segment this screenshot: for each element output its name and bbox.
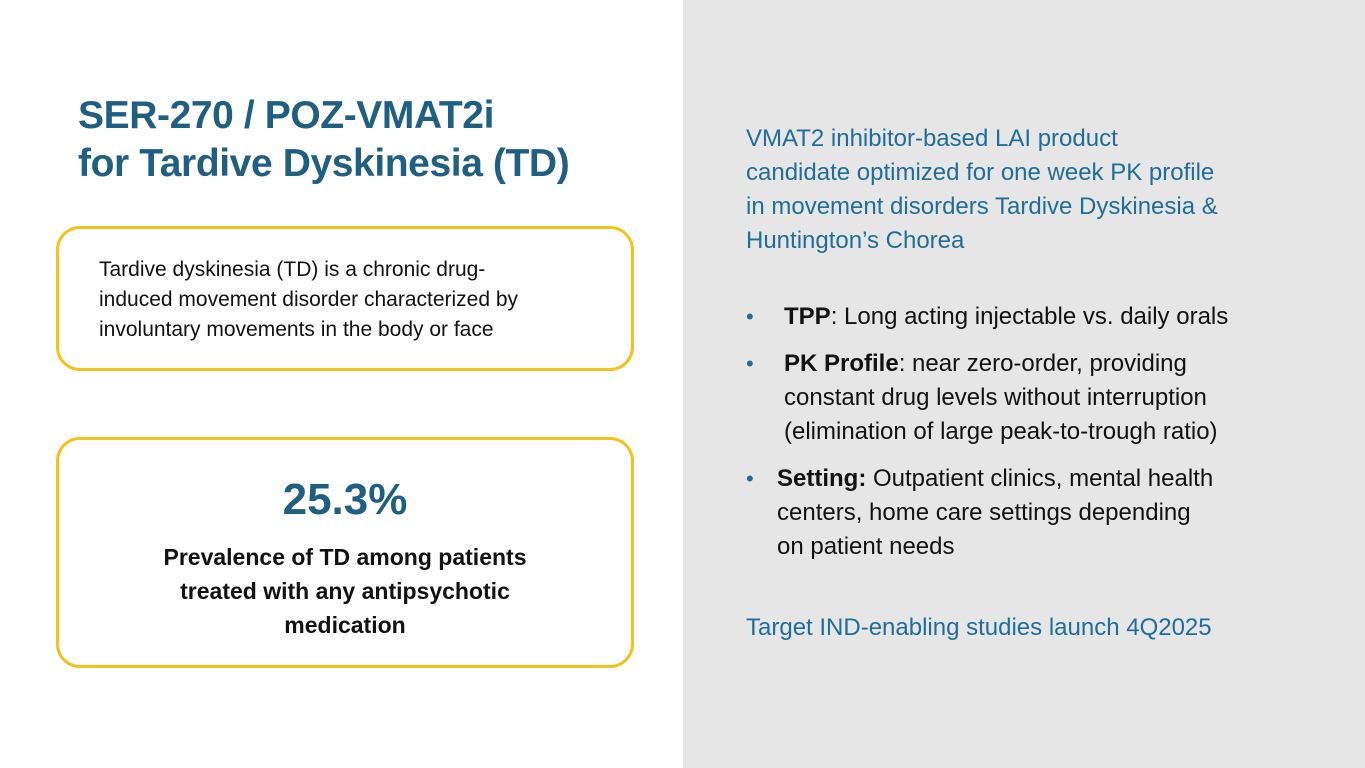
prevalence-label-line-2: treated with any antipsychotic xyxy=(180,578,510,604)
definition-line-2: induced movement disorder characterized by xyxy=(99,288,519,311)
product-description-line-1: VMAT2 inhibitor-based LAI product xyxy=(746,125,1118,152)
bullet-description: : Long acting injectable vs. daily orals xyxy=(830,303,1229,330)
bullet-line: (elimination of large peak-to-trough ratio) xyxy=(784,418,1218,445)
bullet-text xyxy=(746,300,1346,334)
bullet-marker: • xyxy=(746,304,754,329)
bullet-line: on patient needs xyxy=(777,533,955,560)
bullet-marker: • xyxy=(746,466,754,491)
bullet-description: : near zero-order, providing xyxy=(898,350,1187,377)
bullet-text xyxy=(746,462,1346,564)
bullet-line xyxy=(777,462,1346,496)
prevalence-label-line-3: medication xyxy=(284,612,406,638)
bullet-term: PK Profile xyxy=(784,350,899,377)
definition-line-3: involuntary movements in the body or face xyxy=(99,318,494,341)
product-description-line-2: candidate optimized for one week PK profile xyxy=(746,159,1215,186)
bullet-line: centers, home care settings depending xyxy=(777,499,1191,526)
feature-bullet-list xyxy=(746,300,1346,577)
bullet-item-setting xyxy=(746,462,1346,564)
definition-text xyxy=(99,255,614,345)
prevalence-callout xyxy=(56,437,634,668)
prevalence-label-line-1: Prevalence of TD among patients xyxy=(163,544,527,570)
bullet-line: constant drug levels without interruption xyxy=(784,384,1207,411)
bullet-term: TPP xyxy=(784,303,831,330)
bullet-item-pk-profile xyxy=(746,347,1346,449)
bullet-line xyxy=(784,300,1346,334)
product-description-line-3: in movement disorders Tardive Dyskinesia & xyxy=(746,193,1218,220)
target-milestone: Target IND-enabling studies launch 4Q2025 xyxy=(746,614,1212,641)
slide-title-line-1: SER-270 / POZ-VMAT2i xyxy=(78,94,495,137)
bullet-marker: • xyxy=(746,351,754,376)
definition-callout xyxy=(56,226,634,371)
product-description-line-4: Huntington’s Chorea xyxy=(746,227,965,254)
product-description xyxy=(746,122,1346,258)
bullet-description: Outpatient clinics, mental health xyxy=(866,465,1214,492)
bullet-text xyxy=(746,347,1346,449)
bullet-item-tpp xyxy=(746,300,1346,334)
prevalence-label xyxy=(59,540,631,642)
definition-line-1: Tardive dyskinesia (TD) is a chronic drug- xyxy=(99,258,486,281)
bullet-term: Setting: xyxy=(777,465,867,492)
slide-title-line-2: for Tardive Dyskinesia (TD) xyxy=(78,142,570,185)
slide-title xyxy=(78,92,658,188)
prevalence-value: 25.3% xyxy=(282,475,408,524)
bullet-line xyxy=(784,347,1346,381)
